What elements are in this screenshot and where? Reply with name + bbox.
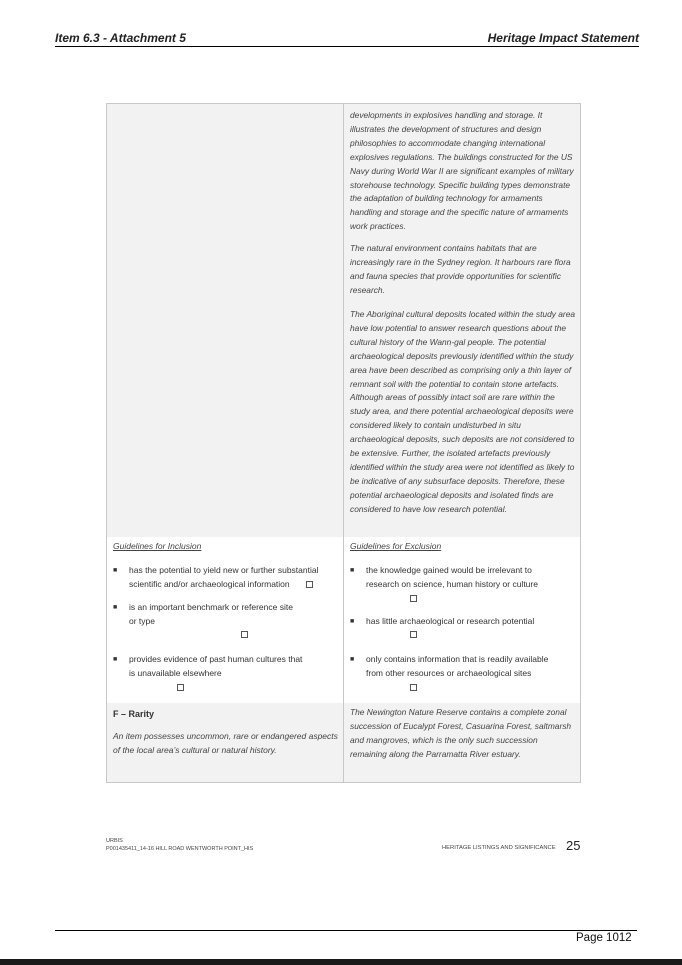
checkbox-icon[interactable]	[410, 684, 417, 691]
bottom-bar	[0, 959, 682, 965]
exclusion-text: only contains information that is readily available	[366, 654, 549, 664]
inclusion-text: scientific and/or archaeological information	[129, 578, 290, 589]
footer-reference	[106, 837, 253, 853]
table-row-rarity	[107, 703, 580, 782]
bullet-icon: ■	[113, 567, 118, 574]
bullet-icon: ■	[113, 656, 118, 663]
page-header	[55, 30, 639, 47]
checkbox-icon[interactable]	[410, 631, 417, 638]
checkbox-icon[interactable]	[410, 595, 417, 602]
inclusion-text: provides evidence of past human cultures that	[129, 654, 303, 664]
table-row-guidelines	[107, 537, 580, 704]
exclusion-text: the knowledge gained would be irrelevant to	[366, 565, 532, 575]
exclusion-heading: Guidelines for Exclusion	[350, 541, 442, 551]
inclusion-cell	[107, 537, 344, 703]
inclusion-text: has the potential to yield new or further substantial	[129, 565, 319, 575]
footer-company: URBIS	[106, 838, 123, 844]
checkbox-icon[interactable]	[177, 684, 184, 691]
divider	[55, 930, 637, 931]
checkbox-icon[interactable]	[306, 581, 313, 588]
rarity-statement: The Newington Nature Reserve contains a complete zonal succession of Eucalypt Forest, Casuarina Forest, saltmarsh and mangroves, which is the only such succession remaining along the Parramatta River estuary.	[350, 707, 572, 759]
criterion-title: F – Rarity	[113, 709, 155, 719]
exclusion-cell	[344, 537, 580, 703]
table-row-statement	[107, 104, 580, 538]
bullet-icon: ■	[113, 604, 118, 611]
bullet-icon: ■	[350, 618, 355, 625]
statement-paragraph: The Aboriginal cultural deposits located within the study area have low potential to answer research questions about the cultural history of the Wann-gal people. The potential archaeological deposits previously identified within the study area have been described as comprising only a thin layer of remnant soil with the potential to contain stone artefacts. Although areas of possibly intact soil are rare within the study area, and there potential archaeological deposits were considered likely to contain undisturbed in situ archaeological deposits, such deposits are not considered to be extensive. Further, the isolated artefacts previously identified within the study area were not identified as likely to be indicative of any subsurface deposits. Therefore, these potential archaeological deposits and isolated finds are considered to have low research potential.	[350, 309, 576, 514]
statement-cell	[344, 703, 580, 782]
checkbox-icon[interactable]	[241, 631, 248, 638]
criterion-cell-empty	[107, 104, 344, 537]
exclusion-text: from other resources or archaeological sites	[366, 667, 532, 678]
statement-paragraph: The natural environment contains habitats that are increasingly rare in the Sydney region. It harbours rare flora and fauna species that provide opportunities for scientific research.	[350, 243, 571, 295]
footer-page-number: 25	[566, 838, 581, 853]
exclusion-text: has little archaeological or research potential	[366, 616, 535, 626]
statement-cell	[344, 104, 580, 537]
header-document-title: Heritage Impact Statement	[487, 31, 639, 45]
inclusion-text: is unavailable elsewhere	[129, 667, 222, 678]
criterion-cell	[107, 703, 344, 782]
inclusion-text: is an important benchmark or reference site	[129, 602, 293, 612]
bullet-icon: ■	[350, 567, 355, 574]
bullet-icon: ■	[350, 656, 355, 663]
criterion-description: An item possesses uncommon, rare or endangered aspects of the local area’s cultural or natural history.	[113, 731, 338, 755]
significance-table	[106, 103, 581, 783]
pdf-page-number: Page 1012	[576, 932, 632, 944]
exclusion-text: research on science, human history or culture	[366, 578, 538, 589]
footer-doc-ref: P0014354​11_14-16 HILL ROAD WENTWORTH POINT_HIS	[106, 846, 254, 852]
inclusion-text: or type	[129, 615, 155, 626]
inclusion-heading: Guidelines for Inclusion	[113, 541, 202, 551]
footer-section: HERITAGE LISTINGS AND SIGNIFICANCE	[442, 845, 556, 851]
header-item-label: Item 6.3 - Attachment 5	[55, 31, 186, 45]
statement-paragraph: developments in explosives handling and storage. It illustrates the development of structures and design philosophies to accommodate changing international explosives regulations. The buildings constructed for the US Navy during World War II are significant examples of military storehouse technology. Specific building types demonstrate the adaptation of building technology for armaments handling and storage and the specific nature of armaments work practices.	[350, 110, 574, 232]
